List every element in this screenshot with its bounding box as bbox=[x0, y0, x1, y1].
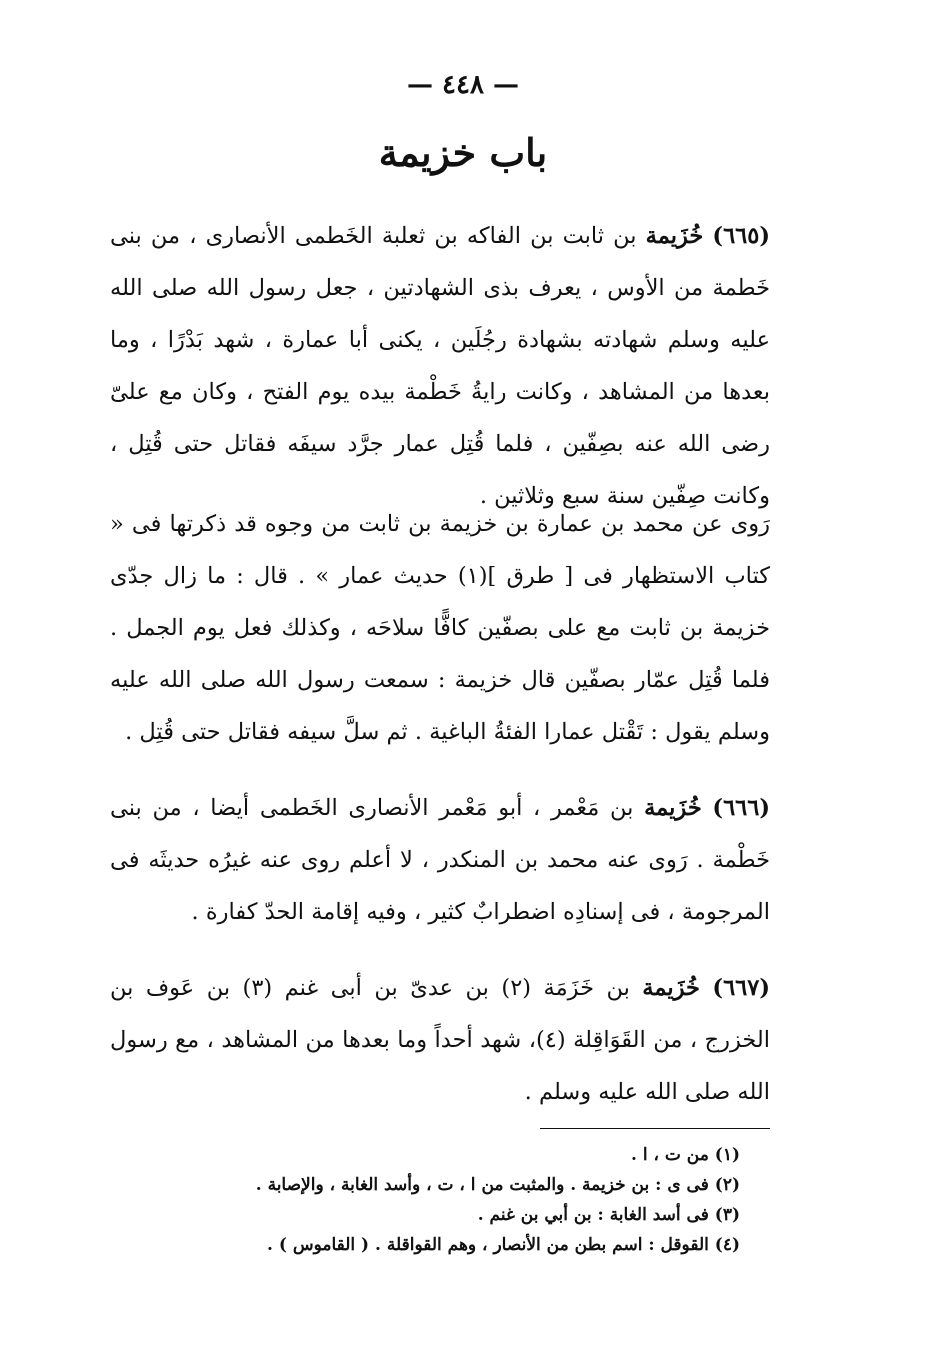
entry-text: بن خَزَمَة (٢) بن عدىّ بن أبى غنم (٣) بن عَوف بن الخزرج ، من القَوَاقِلة (٤)، شهد أحداً وما بعدها من المشاهد ، مع رسول الله صلى الله عليه وسلم . bbox=[110, 975, 770, 1105]
chapter-title: باب خزيمة bbox=[378, 130, 548, 175]
footnote-3: (٣) فى أسد الغابة : بن أبي بن غنم . bbox=[477, 1205, 740, 1225]
footnote-divider bbox=[540, 1128, 770, 1129]
entry-text: بن مَعْمر ، أبو مَعْمر الأنصارى الخَطمى أيضا ، من بنى خَطْمة . رَوى عنه محمد بن المنكدر ، لا أعلم روى عنه غيرُه حديثَه فى المرجومة ، فى إسنادِه اضطرابٌ كثير ، وفيه إقامة الحدّ كفارة . bbox=[110, 795, 770, 925]
footnote-2: (٢) فى ى : بن خزيمة . والمثبت من ا ، ت ، وأسد الغابة ، والإصابة . bbox=[255, 1175, 740, 1195]
footnotes bbox=[200, 1140, 740, 1260]
page-number: — ٤٤٨ — bbox=[406, 70, 520, 100]
entry-name: خُزَيمة bbox=[645, 223, 704, 249]
entry-text: بن ثابت بن الفاكه بن ثعلبة الخَطمى الأنصارى ، من بنى خَطمة من الأوس ، يعرف بذى الشهادتين ، جعل رسول الله صلى الله عليه وسلم شهادته بشهادة رجُلَين ، يكنى أبا عمارة ، شهد بَدْرًا ، وما بعدها من المشاهد ، وكانت رايةُ خَطْمة بيده يوم الفتح ، وكان مع علىّ رضى الله عنه بصِفّين ، فلما قُتِل عمار جرَّد سيفَه فقاتل حتى قُتِل ، وكانت صِفّين سنة سبع وثلاثين . bbox=[110, 223, 770, 509]
entry-665 bbox=[110, 210, 770, 522]
narration-paragraph bbox=[110, 498, 770, 758]
entry-number: (٦٦٥) bbox=[712, 223, 770, 249]
entry-number: (٦٦٧) bbox=[712, 975, 770, 1001]
entry-name: خُزَيمة bbox=[644, 795, 702, 821]
entry-name: خُزَيمة bbox=[642, 975, 700, 1001]
paragraph-text: رَوى عن محمد بن عمارة بن خزيمة بن ثابت من وجوه قد ذكرتها فى « كتاب الاستظهار فى [ طرق ](١) حديث عمار » . قال : ما زال جدّى خزيمة بن ثابت مع على بصفّين كافًّا سلاحَه ، وكذلك فعل يوم الجمل . فلما قُتِل عمّار بصفّين قال خزيمة : سمعت رسول الله صلى الله عليه وسلم يقول : تَقْتل عمارا الفئةُ الباغية . ثم سلَّ سيفه فقاتل حتى قُتِل . bbox=[110, 511, 770, 745]
entry-number: (٦٦٦) bbox=[712, 795, 770, 821]
footnote-4: (٤) القوقل : اسم بطن من الأنصار ، وهم القواقلة . ( القاموس ) . bbox=[267, 1235, 740, 1255]
entry-666 bbox=[110, 782, 770, 938]
entry-667 bbox=[110, 962, 770, 1118]
footnote-1: (١) من ت ، ا . bbox=[630, 1145, 740, 1165]
